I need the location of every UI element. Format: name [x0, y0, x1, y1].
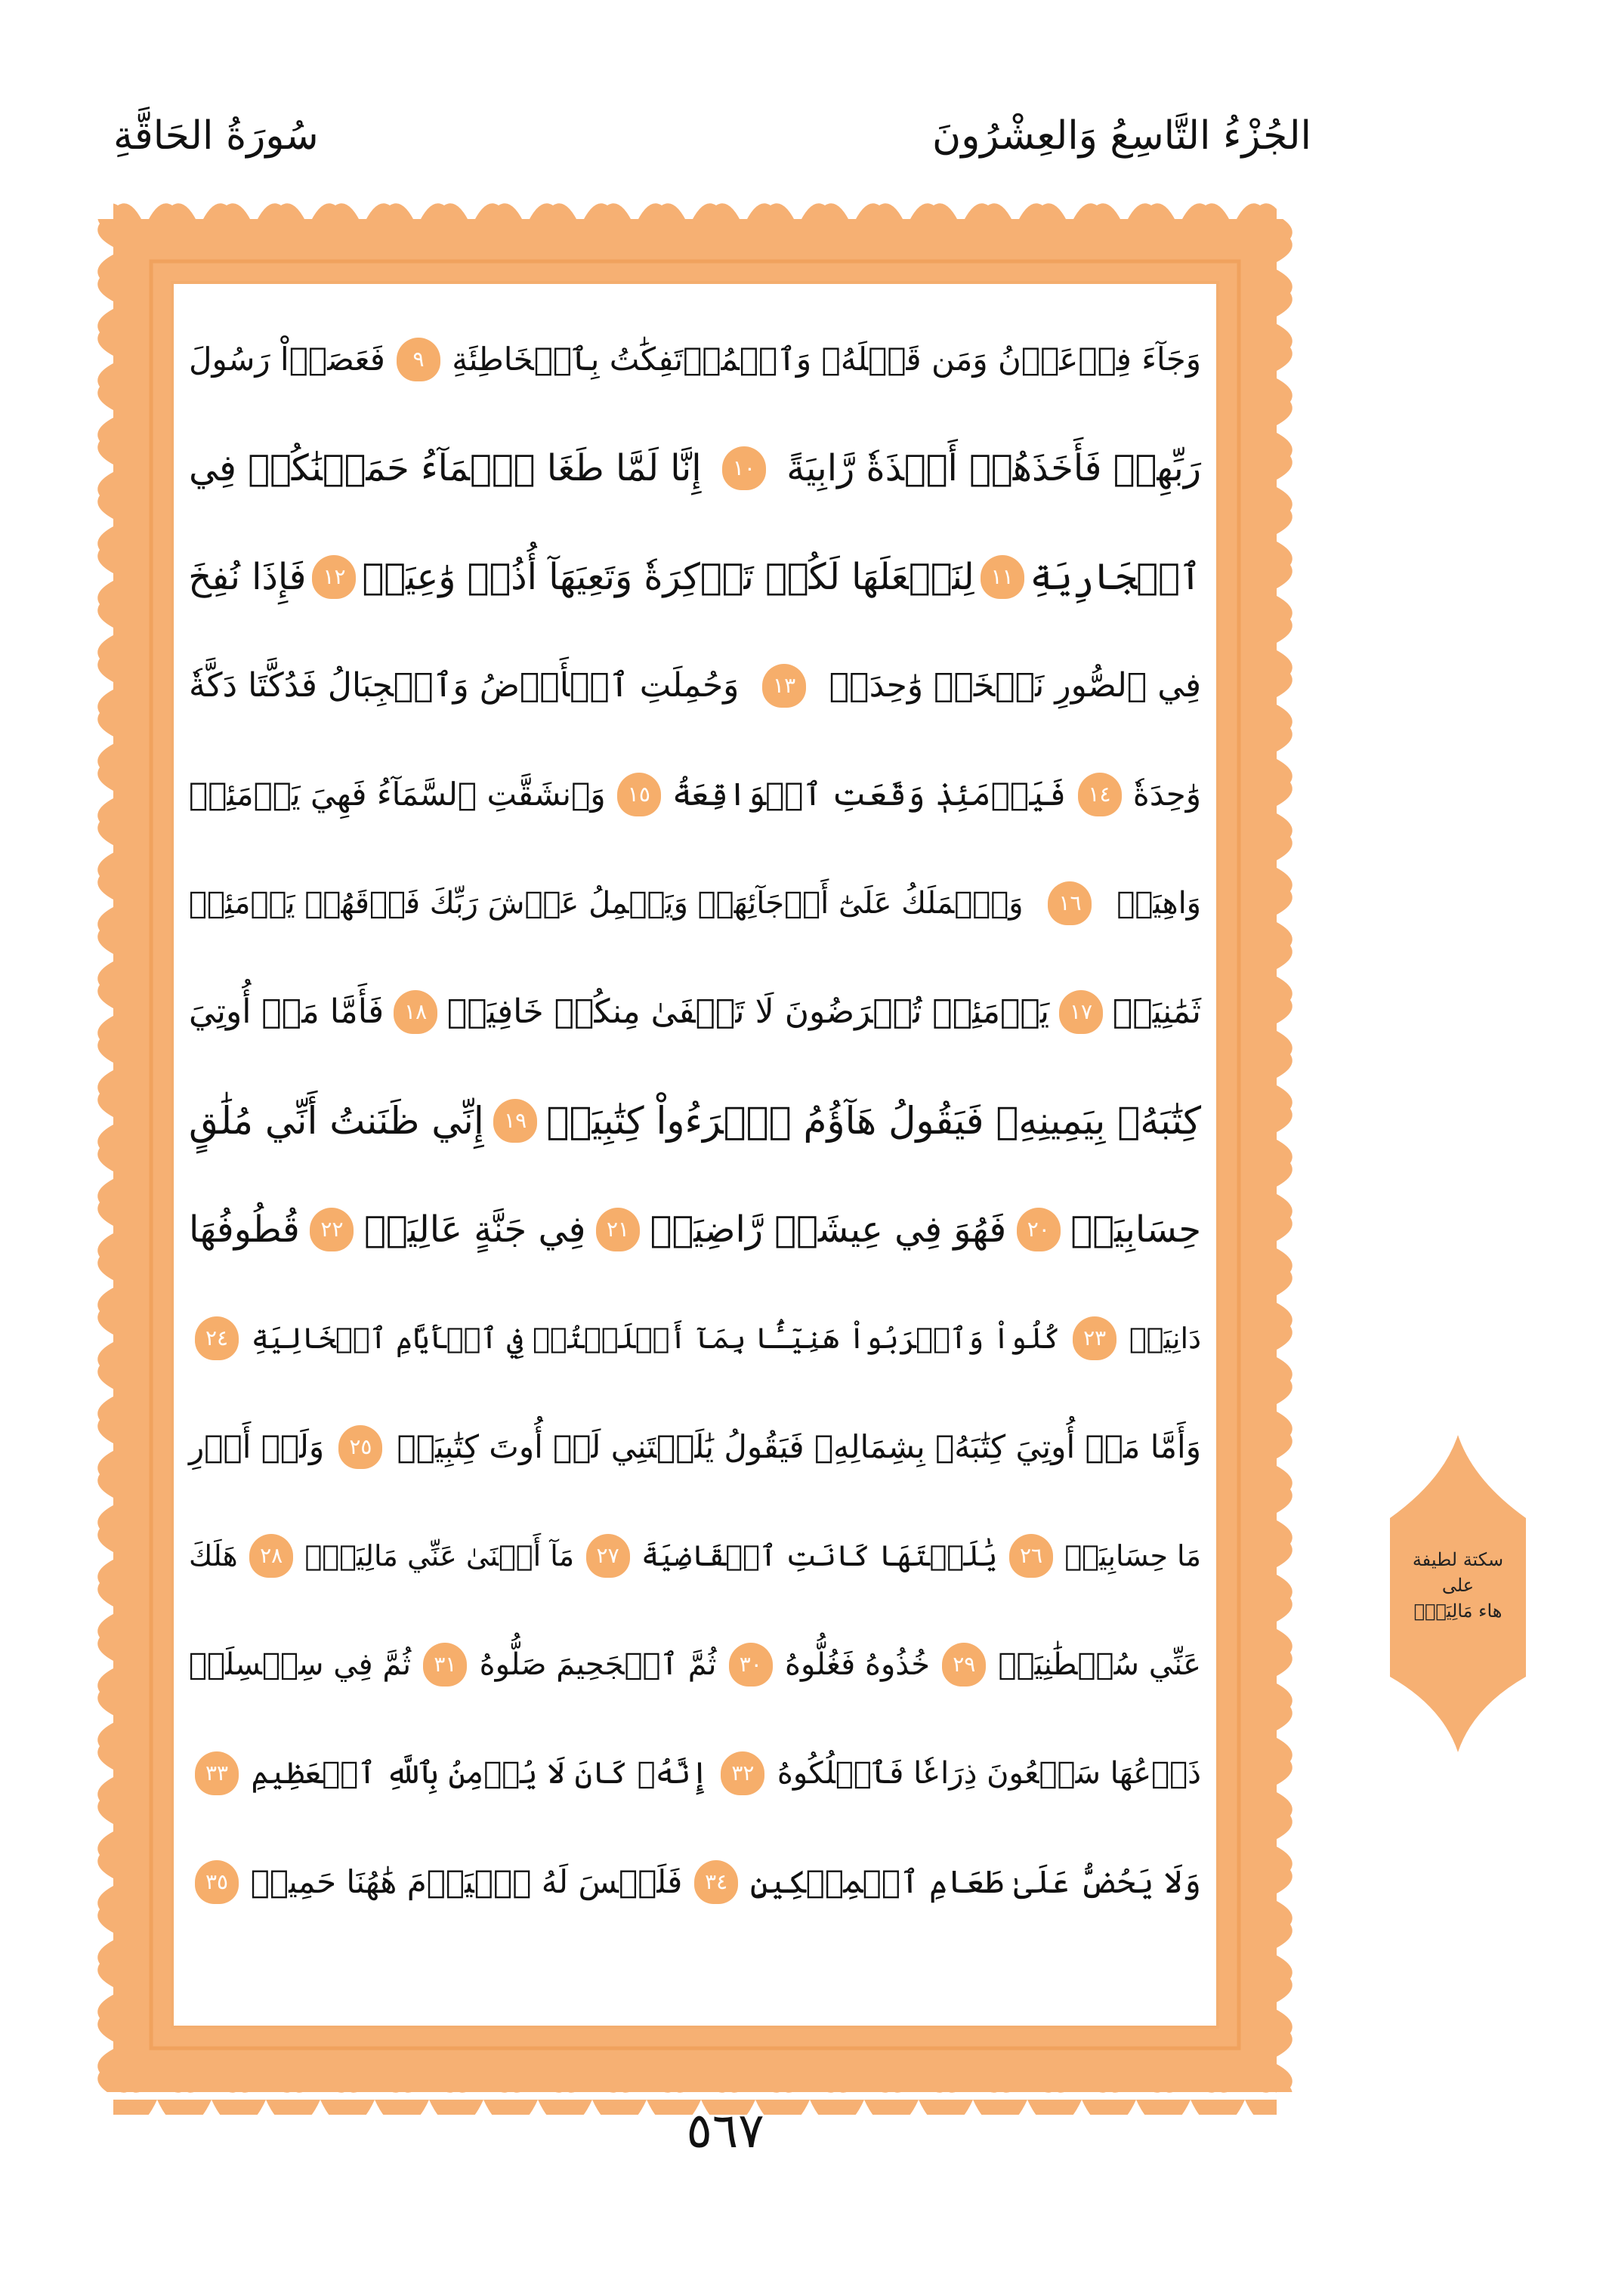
verse-text: لِنَجۡعَلَهَا لَكُمۡ تَذۡكِرَةٗ وَتَعِيَهَآ أُذُنٞ وَٰعِيَةٞ: [362, 556, 974, 598]
verse-text: وَٰحِدَةٗ: [1132, 776, 1201, 813]
verse-text: إِنَّا لَمَّا طَغَا ٱلۡمَآءُ حَمَلۡنَٰكُمۡ فِي: [189, 447, 702, 489]
side-note-line1: سكتة لطيفة: [1412, 1549, 1504, 1570]
page-number: ٥٦٧: [686, 2103, 764, 2159]
side-note-text: [1382, 1547, 1533, 1624]
surah-name: سُورَةُ الحَاقَّةِ: [113, 113, 319, 159]
juz-title: الجُزْءُ التَّاسِعُ وَالعِشْرُونَ: [932, 113, 1311, 159]
verse-text: وَٱلۡمَلَكُ عَلَىٰٓ أَرۡجَآئِهَاۚ وَيَحۡمِلُ عَرۡشَ رَبِّكَ فَوۡقَهُمۡ يَوۡمَئِذٖ: [189, 886, 1024, 921]
text-line: [189, 305, 1201, 414]
ayah-number-marker: ٣٠: [729, 1643, 773, 1687]
ayah-number-marker: ٢٦: [1009, 1534, 1053, 1578]
text-line: [189, 414, 1201, 523]
ayah-number-marker: ٢٢: [310, 1208, 354, 1251]
ayah-number-marker: ٢٧: [586, 1534, 630, 1578]
verse-text: وَلَمۡ أَدۡرِ: [189, 1428, 325, 1465]
verse-text: فَيَوۡمَئِذٖ وَقَعَتِ ٱلۡوَاقِعَةُ: [672, 776, 1067, 813]
verse-text: ثُمَّ فِي سِلۡسِلَةٖ: [189, 1647, 412, 1682]
verse-text: وَحُمِلَتِ ٱلۡأَرۡضُ وَٱلۡجِبَالُ فَدُكَّتَا دَكَّةٗ: [189, 666, 740, 705]
text-line: [189, 1175, 1201, 1284]
ayah-number-marker: ٩: [397, 338, 440, 381]
text-line: [189, 523, 1201, 631]
verse-text: وَأَمَّا مَنۡ أُوتِيَ كِتَٰبَهُۥ بِشِمَالِهِۦ فَيَقُولُ يَٰلَيۡتَنِي لَمۡ أُوتَ كِتَٰبِيَهۡ: [397, 1428, 1201, 1465]
text-line: [189, 1610, 1201, 1719]
verse-text: وَٱنشَقَّتِ ٱلسَّمَآءُ فَهِيَ يَوۡمَئِذٖ: [189, 776, 606, 813]
verse-text: ثَمَٰنِيَةٞ: [1112, 992, 1201, 1031]
verse-text: فَعَصَوۡاْ رَسُولَ: [189, 341, 385, 378]
ayah-number-marker: ٣٣: [195, 1751, 239, 1795]
ayah-number-marker: ٢١: [596, 1208, 640, 1251]
verse-text: فِي ٱلصُّورِ نَفۡخَةٞ وَٰحِدَةٞ: [829, 666, 1201, 705]
ayah-number-marker: ٣٤: [694, 1860, 738, 1904]
verse-text: قُطُوفُهَا: [189, 1208, 300, 1251]
side-note-line2: على: [1441, 1575, 1475, 1596]
ayah-number-marker: ٢٥: [338, 1425, 382, 1469]
verse-text: عَنِّي سُلۡطَٰنِيَهۡ: [998, 1647, 1201, 1682]
verse-text: كِتَٰبَهُۥ بِيَمِينِهِۦ فَيَقُولُ هَآؤُمُ ٱقۡرَءُواْ كِتَٰبِيَهۡ: [546, 1099, 1201, 1143]
ayah-number-marker: ١٦: [1048, 881, 1092, 925]
verse-text: حِسَابِيَهۡ: [1070, 1208, 1201, 1251]
ayah-number-marker: ١٣: [762, 664, 806, 708]
verse-text: إِنِّي ظَنَنتُ أَنِّي مُلَٰقٍ: [189, 1099, 484, 1143]
verse-text: خُذُوهُ فَغُلُّوهُ: [784, 1647, 930, 1682]
ayah-number-marker: ١٥: [617, 773, 661, 816]
verse-text: ٱلۡجَارِيَةِ: [1030, 556, 1201, 598]
verse-text: فَلَيۡسَ لَهُ ٱلۡيَوۡمَ هَٰهُنَا حَمِيمٞ: [250, 1863, 683, 1900]
text-line: [189, 1501, 1201, 1610]
verse-text: فَأَمَّا مَنۡ أُوتِيَ: [189, 992, 385, 1031]
ayah-number-marker: ١٧: [1059, 990, 1103, 1034]
verse-text: يَٰلَيۡتَهَا كَانَتِ ٱلۡقَاضِيَةَ: [641, 1539, 998, 1572]
ayah-number-marker: ٢٤: [195, 1316, 239, 1360]
ayah-number-marker: ١٩: [493, 1099, 537, 1143]
ayah-number-marker: ٣٢: [721, 1751, 764, 1795]
verse-text: مَا حِسَابِيَهۡ: [1064, 1539, 1201, 1572]
verse-text: وَاهِيَةٞ: [1116, 886, 1201, 921]
verse-text: رَبِّهِمۡ فَأَخَذَهُمۡ أَخۡذَةٗ رَّابِيَةً: [786, 447, 1201, 489]
verse-text: وَلَا يَحُضُّ عَلَىٰ طَعَامِ ٱلۡمِسۡكِينِ: [749, 1863, 1201, 1900]
verse-text: فِي جَنَّةٍ عَالِيَةٖ: [364, 1208, 586, 1251]
text-lines: [189, 305, 1201, 2011]
ayah-number-marker: ٢٠: [1017, 1208, 1061, 1251]
text-line: [189, 958, 1201, 1066]
side-note: [1382, 1435, 1533, 1752]
verse-text: دَانِيَةٞ: [1129, 1322, 1201, 1355]
verse-text: هَلَكَ: [189, 1539, 238, 1572]
ayah-number-marker: ٣٥: [195, 1860, 239, 1904]
verse-text: فَهُوَ فِي عِيشَةٖ رَّاضِيَةٖ: [650, 1208, 1007, 1251]
ayah-number-marker: ٢٩: [942, 1643, 986, 1687]
text-line: [189, 1393, 1201, 1501]
text-line: [189, 1066, 1201, 1175]
verse-text: ثُمَّ ٱلۡجَحِيمَ صَلُّوهُ: [479, 1647, 717, 1682]
verse-text: وَجَآءَ فِرۡعَوۡنُ وَمَن قَبۡلَهُۥ وَٱلۡمُؤۡتَفِكَٰتُ بِٱلۡخَاطِئَةِ: [452, 341, 1201, 378]
ayah-number-marker: ١٢: [312, 555, 356, 599]
ornamental-frame: [91, 196, 1299, 2115]
text-line: [189, 1284, 1201, 1393]
ayah-number-marker: ٣١: [423, 1643, 467, 1687]
ayah-number-marker: ٢٣: [1073, 1316, 1116, 1360]
verse-text: مَآ أَغۡنَىٰ عَنِّي مَالِيَهۡۜ: [304, 1539, 575, 1572]
text-line: [189, 1719, 1201, 1828]
verse-text: ذَرۡعُهَا سَبۡعُونَ ذِرَاعٗا فَٱسۡلُكُوهُ: [777, 1756, 1201, 1791]
ayah-number-marker: ١٠: [722, 446, 766, 490]
text-line: [189, 849, 1201, 958]
ayah-number-marker: ١٨: [394, 990, 437, 1034]
side-note-line3: هاء مَالِيَهۡۜ: [1413, 1600, 1503, 1622]
quran-text-panel: [171, 281, 1219, 2029]
verse-text: يَوۡمَئِذٖ تُعۡرَضُونَ لَا تَخۡفَىٰ مِنكُمۡ خَافِيَةٞ: [447, 992, 1050, 1031]
text-line: [189, 740, 1201, 849]
verse-text: فَإِذَا نُفِخَ: [188, 556, 307, 598]
ayah-number-marker: ٢٨: [249, 1534, 293, 1578]
verse-text: كُلُواْ وَٱشۡرَبُواْ هَنِيٓـَٔۢا بِمَآ أَسۡلَفۡتُمۡ فِي ٱلۡأَيَّامِ ٱلۡخَالِيَةِ: [251, 1322, 1061, 1355]
verse-text: إِنَّهُۥ كَانَ لَا يُؤۡمِنُ بِٱللَّهِ ٱلۡعَظِيمِ: [251, 1756, 709, 1791]
ayah-number-marker: ١١: [981, 555, 1024, 599]
ayah-number-marker: ١٤: [1078, 773, 1122, 816]
text-line: [189, 1828, 1201, 1936]
text-line: [189, 631, 1201, 740]
